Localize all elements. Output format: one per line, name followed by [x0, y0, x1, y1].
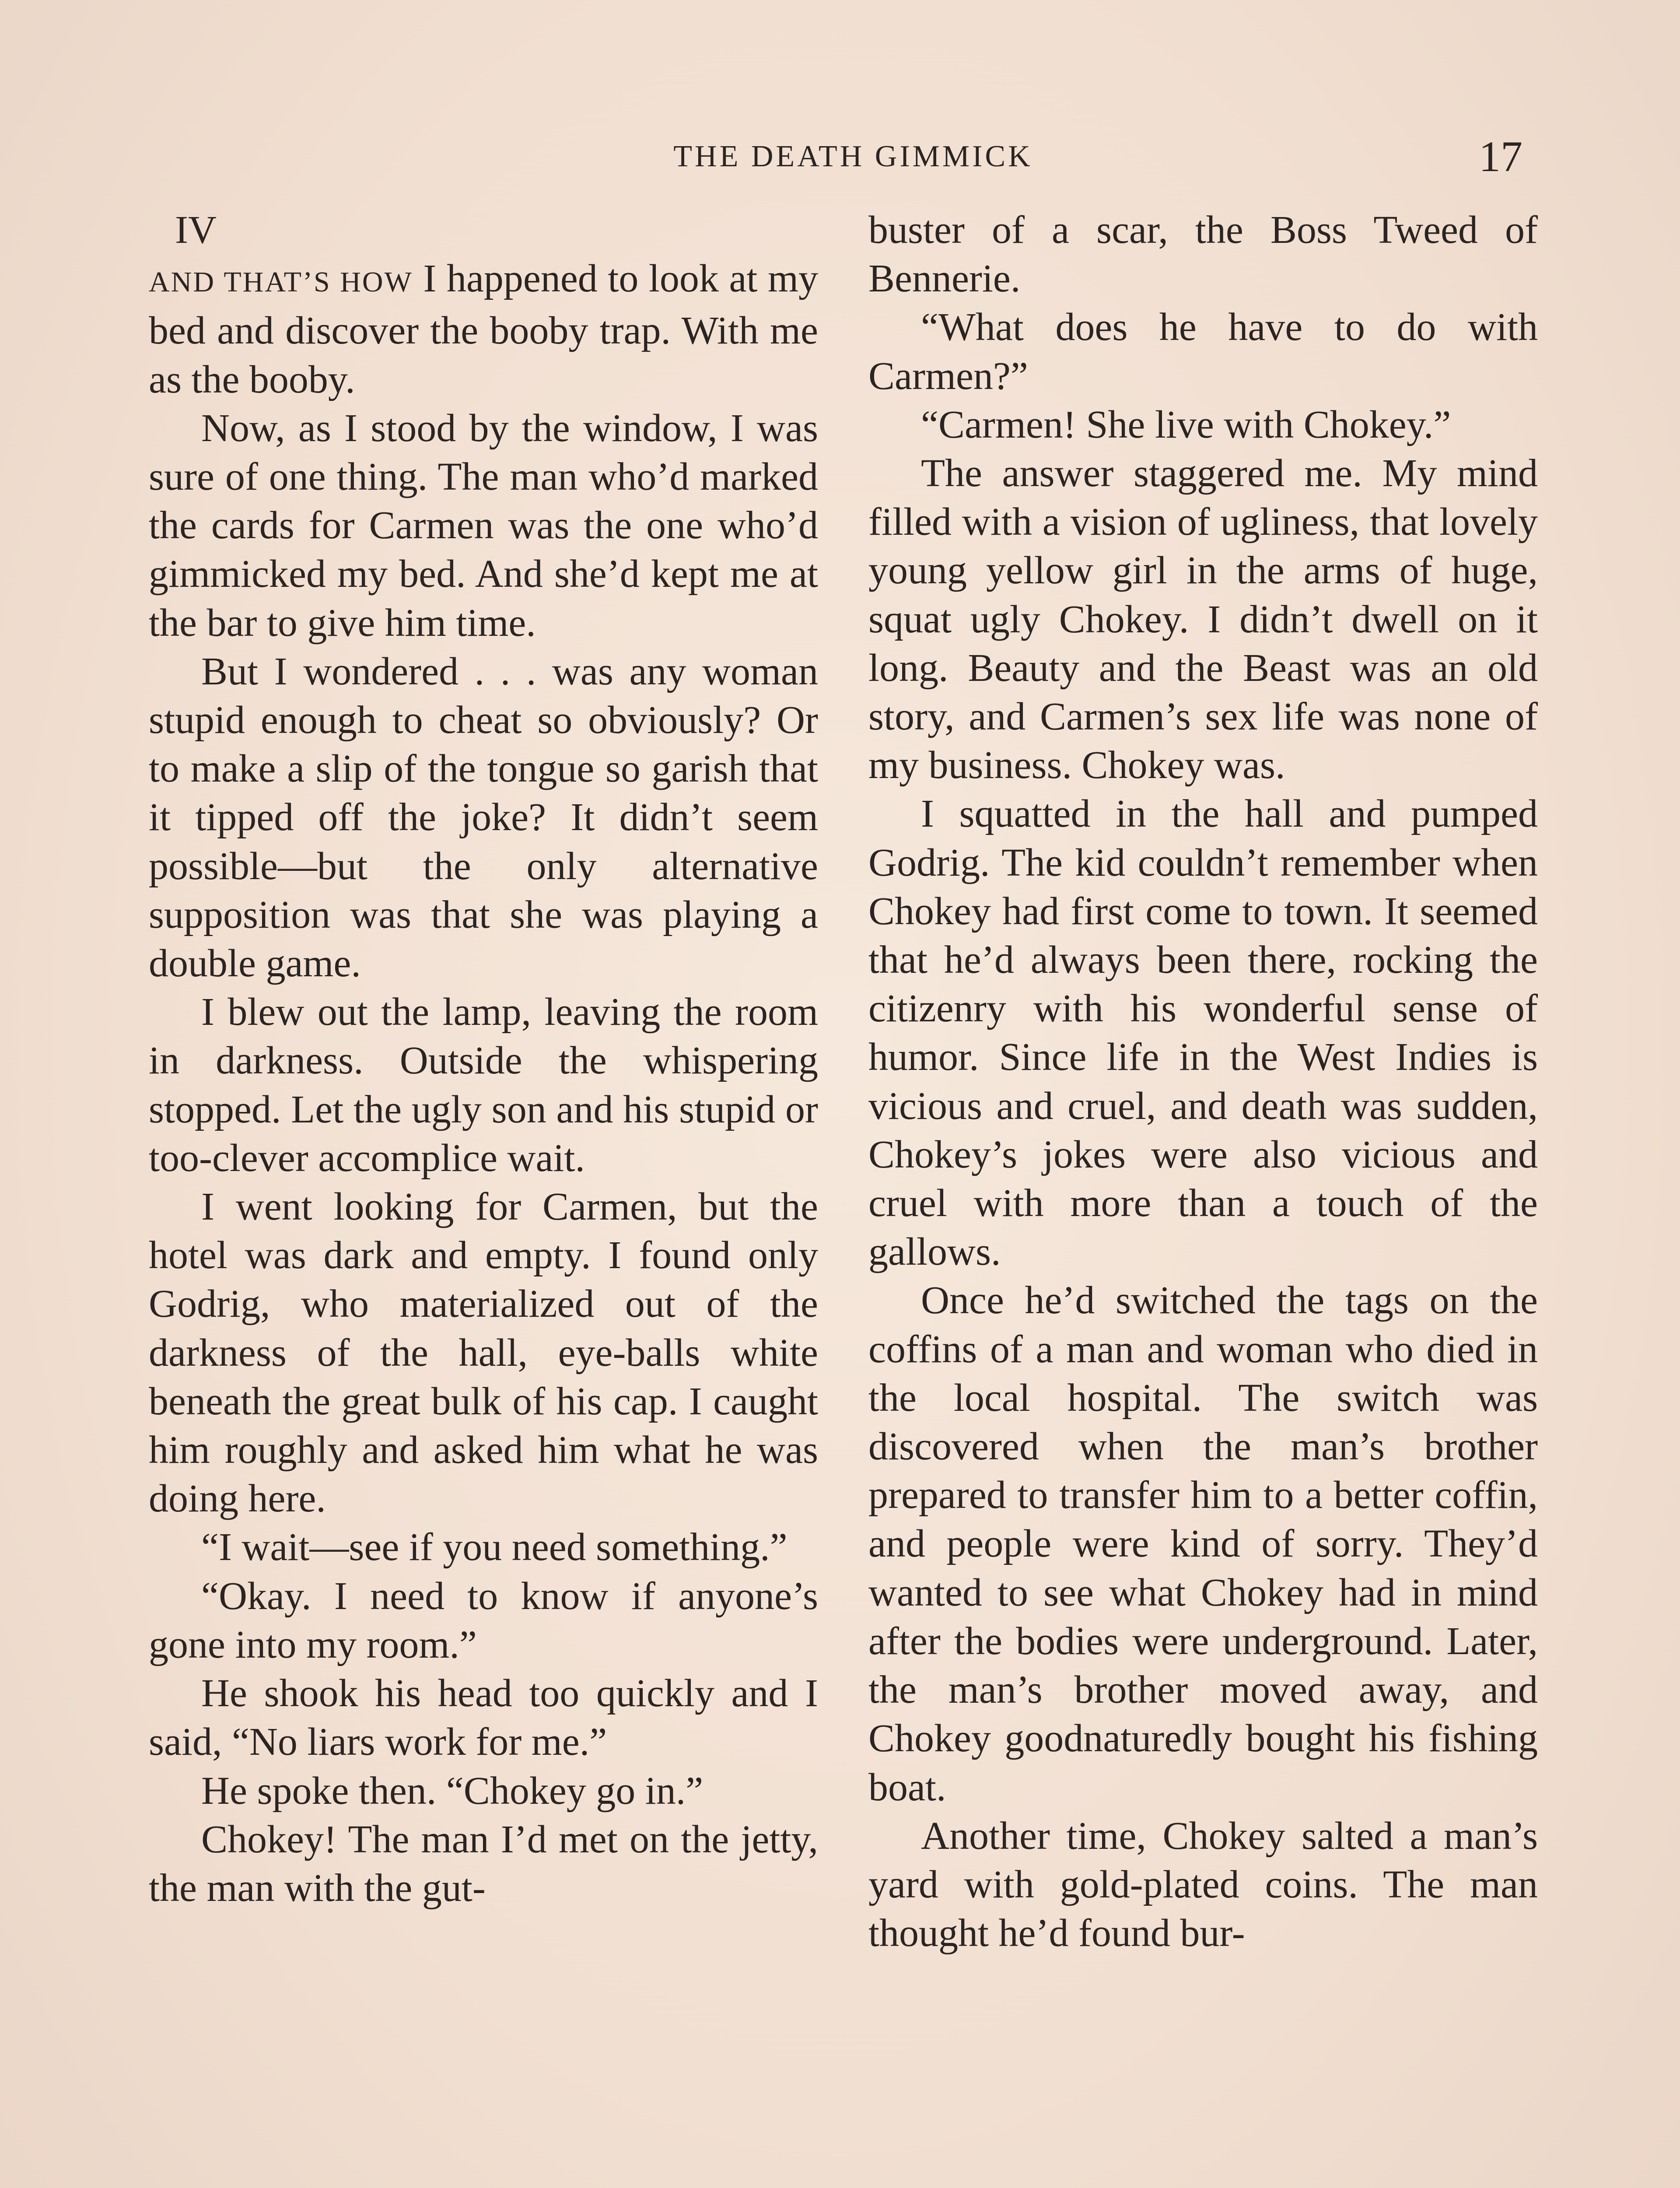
paragraph: But I wondered . . . was any woman stupid enough to cheat so obviously? Or to make a slip of the tongue so garish that it tipped off the joke? It didn’t seem possible—but the only alternative supposition was that she was playing a double game. — [149, 649, 818, 985]
chapter-number: IV — [175, 208, 217, 252]
opening-smallcaps: AND THAT’S HOW — [149, 266, 413, 298]
opening-text: I happened to look at my bed and discover the booby trap. With me as the booby. — [149, 257, 819, 401]
paragraph: “Carmen! She live with Chokey.” — [921, 403, 1451, 446]
paragraph: I squatted in the hall and pumped Godrig. The kid couldn’t remember when Chokey had first come to town. It seemed that he’d always been there, rocking the citizenry with his wonderful sense of humor. Since life in the West Indies is vicious and cruel, and death was sudden, Chokey’s jokes were also vicious and cruel with more than a touch of the gallows. — [868, 792, 1538, 1274]
paragraph: He shook his head too quickly and I said, “No liars work for me.” — [149, 1672, 818, 1764]
paragraph: I blew out the lamp, leaving the room in darkness. Outside the whispering stopped. Let the ugly son and his stupid or too-clever accomplice wait. — [149, 990, 818, 1180]
paragraph: Another time, Chokey salted a man’s yard with gold-plated coins. The man thought he’d found bur- — [868, 1814, 1538, 1955]
paragraph: “I wait—see if you need something.” — [201, 1525, 788, 1569]
paragraph: “What does he have to do with Carmen?” — [868, 305, 1538, 398]
paragraph: Chokey! The man I’d met on the jetty, the man with the gut- — [149, 1817, 818, 1910]
page-number: 17 — [1479, 132, 1522, 181]
paragraph: The answer staggered me. My mind filled with a vision of ugliness, that lovely young yellow girl in the arms of huge, squat ugly Chokey. I didn’t dwell on it long. Beauty and the Beast was an old story, and Carmen’s sex life was none of my business. Chokey was. — [868, 452, 1538, 787]
paragraph: I went looking for Carmen, but the hotel was dark and empty. I found only Godrig, who materialized out of the darkness of the hall, eye-balls white beneath the great bulk of his cap. I caught him roughly and asked him what he was doing here. — [149, 1185, 818, 1521]
paragraph: “Okay. I need to know if anyone’s gone into my room.” — [149, 1574, 818, 1666]
continuation-paragraph: buster of a scar, the Boss Tweed of Bennerie. — [868, 208, 1538, 301]
left-column — [149, 206, 818, 1912]
running-title: THE DEATH GIMMICK — [673, 140, 1033, 173]
paragraph: Now, as I stood by the window, I was sure of one thing. The man who’d marked the cards for Carmen was the one who’d gimmicked my bed. And she’d kept me at the bar to give him time. — [149, 406, 818, 645]
paragraph: He spoke then. “Chokey go in.” — [201, 1769, 704, 1813]
paragraph: Once he’d switched the tags on the coffins of a man and woman who died in the local hospital. The switch was discovered when the man’s brother prepared to transfer him to a better coffin, and people were kind of sorry. They’d wanted to see what Chokey had in mind after the bodies were underground. Later, the man’s brother moved away, and Chokey goodnaturedly bought his fishing boat. — [868, 1279, 1538, 1809]
opening-paragraph — [149, 254, 818, 404]
right-column — [868, 206, 1538, 1957]
